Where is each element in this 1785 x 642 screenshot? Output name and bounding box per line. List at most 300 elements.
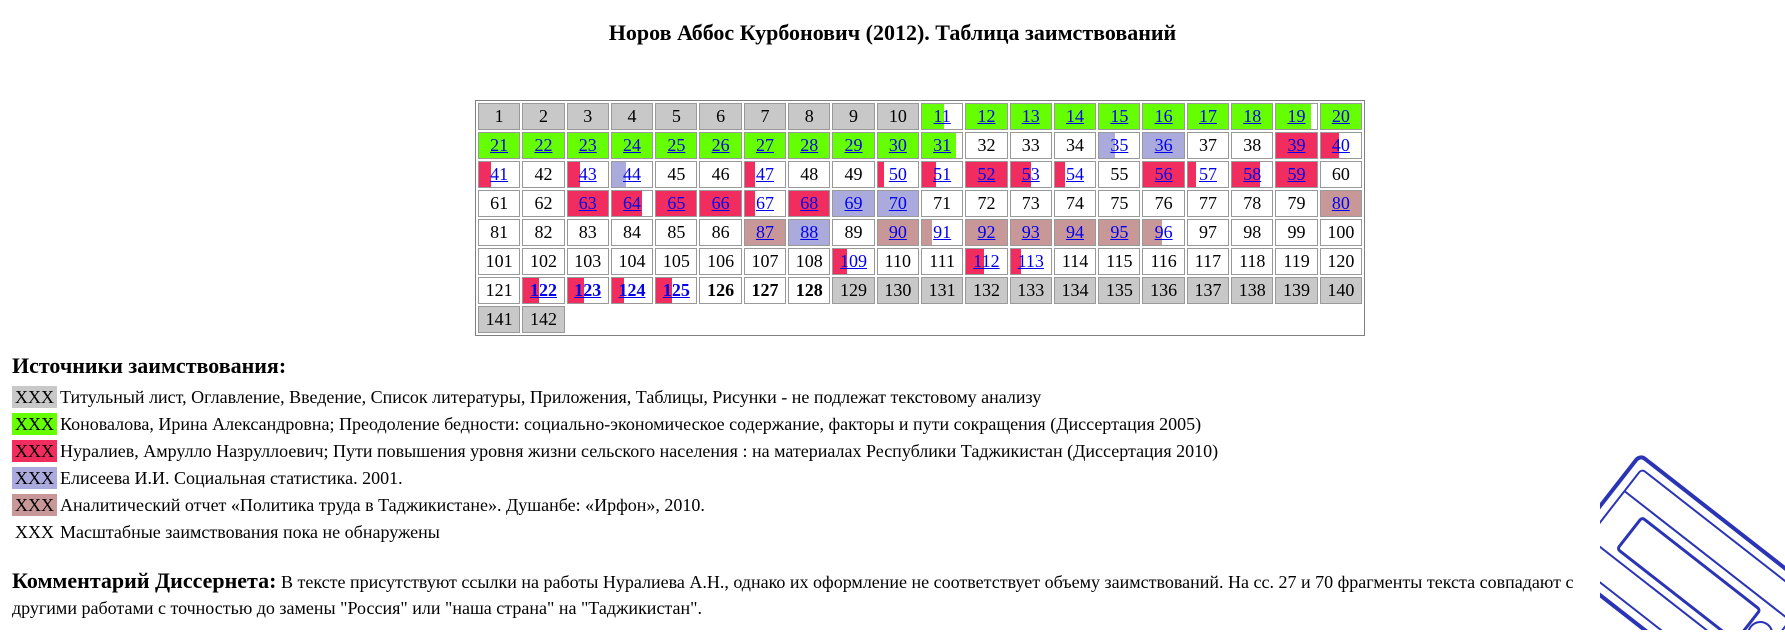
page-number: 10 <box>888 106 907 126</box>
page-cell-4 <box>611 103 653 130</box>
page-cell-17[interactable] <box>1187 103 1229 130</box>
page-cell-129 <box>832 277 874 304</box>
page-number: 74 <box>1066 193 1085 213</box>
page-cell-fill <box>922 220 932 245</box>
page-cell-27[interactable] <box>744 132 786 159</box>
page-cell-140 <box>1320 277 1362 304</box>
page-number[interactable]: 27 <box>755 135 774 155</box>
page-number: 141 <box>485 309 513 329</box>
page-cell-29[interactable] <box>832 132 874 159</box>
page-number: 62 <box>534 193 553 213</box>
page-number[interactable]: 88 <box>800 222 819 242</box>
page-number[interactable]: 44 <box>623 164 642 184</box>
page-number[interactable]: 11 <box>933 106 951 126</box>
page-number[interactable]: 22 <box>534 135 553 155</box>
page-cell-135 <box>1098 277 1140 304</box>
page-number: 84 <box>623 222 642 242</box>
page-number: 72 <box>977 193 996 213</box>
page-cell-70[interactable] <box>877 190 919 217</box>
page-cell-3 <box>567 103 609 130</box>
page-number: 85 <box>667 222 686 242</box>
page-cell-47[interactable] <box>744 161 786 188</box>
page-number[interactable]: 59 <box>1287 164 1306 184</box>
page-cell-10 <box>877 103 919 130</box>
comment-label: Комментарий Диссернета: <box>12 568 277 593</box>
page-cell-106 <box>699 248 741 275</box>
page-cell-87[interactable] <box>744 219 786 246</box>
legend-row <box>12 384 1218 411</box>
page-number[interactable]: 123 <box>574 280 602 300</box>
page-number: 121 <box>485 280 513 300</box>
page-number: 116 <box>1150 251 1177 271</box>
page-cell-132 <box>965 277 1007 304</box>
page-cell-64[interactable] <box>611 190 653 217</box>
page-number: 135 <box>1105 280 1133 300</box>
page-cell-52[interactable] <box>965 161 1007 188</box>
page-cell-35[interactable] <box>1098 132 1140 159</box>
page-number: 107 <box>751 251 779 271</box>
legend-swatch: XXX <box>12 413 57 435</box>
page-number: 79 <box>1287 193 1306 213</box>
page-cell-139 <box>1275 277 1317 304</box>
page-number[interactable]: 113 <box>1017 251 1044 271</box>
page-number[interactable]: 95 <box>1110 222 1129 242</box>
page-cell-77 <box>1187 190 1229 217</box>
page-number[interactable]: 125 <box>662 280 690 300</box>
page-number: 138 <box>1238 280 1266 300</box>
page-number[interactable]: 19 <box>1287 106 1306 126</box>
page-number[interactable]: 41 <box>490 164 509 184</box>
page-cell-53[interactable] <box>1010 161 1052 188</box>
page-cell-128 <box>788 277 830 304</box>
page-number: 77 <box>1198 193 1217 213</box>
page-number[interactable]: 64 <box>623 193 642 213</box>
page-number[interactable]: 17 <box>1198 106 1217 126</box>
page-number[interactable]: 67 <box>755 193 774 213</box>
page-number[interactable]: 40 <box>1331 135 1350 155</box>
page-number: 105 <box>662 251 690 271</box>
page-number: 60 <box>1331 164 1350 184</box>
page-cell-97 <box>1187 219 1229 246</box>
page-number[interactable]: 94 <box>1066 222 1085 242</box>
page-number[interactable]: 14 <box>1066 106 1085 126</box>
page-number[interactable]: 35 <box>1110 135 1129 155</box>
page-cell-120 <box>1320 248 1362 275</box>
page-cell-69[interactable] <box>832 190 874 217</box>
page-cell-108 <box>788 248 830 275</box>
page-number[interactable]: 28 <box>800 135 819 155</box>
page-grid <box>478 103 1362 333</box>
page-number: 119 <box>1283 251 1310 271</box>
page-number: 128 <box>795 280 823 300</box>
page-cell-40[interactable] <box>1320 132 1362 159</box>
page-number: 106 <box>707 251 735 271</box>
page-number: 55 <box>1110 164 1129 184</box>
page-cell-105 <box>655 248 697 275</box>
legend-text: Коновалова, Ирина Александровна; Преодоление бедности: социально-экономическое содержание, факторы и пути сокращения (Диссертация 2005) <box>60 414 1202 434</box>
page-cell-111 <box>921 248 963 275</box>
page-cell-46 <box>699 161 741 188</box>
page-cell-48 <box>788 161 830 188</box>
page-cell-30[interactable] <box>877 132 919 159</box>
page-number: 82 <box>534 222 553 242</box>
page-number: 83 <box>578 222 597 242</box>
page-cell-50[interactable] <box>877 161 919 188</box>
page-number: 120 <box>1327 251 1355 271</box>
page-cell-107 <box>744 248 786 275</box>
page-number[interactable]: 23 <box>578 135 597 155</box>
page-cell-82 <box>522 219 564 246</box>
page-cell-92[interactable] <box>965 219 1007 246</box>
page-cell-fill <box>568 162 580 187</box>
page-number: 49 <box>844 164 863 184</box>
page-number: 86 <box>711 222 730 242</box>
page-cell-fill <box>878 162 884 187</box>
page-number[interactable]: 26 <box>711 135 730 155</box>
page-cell-60 <box>1320 161 1362 188</box>
page-cell-28[interactable] <box>788 132 830 159</box>
sources-legend <box>12 384 1218 546</box>
page-cell-12[interactable] <box>965 103 1007 130</box>
page-number: 102 <box>529 251 557 271</box>
comment-text: В тексте присутствуют ссылки на работы Нуралиева А.Н., однако их оформление не соответствует объему заимствований. На сс. 27 и 70 фрагменты текста совпадают с другими работами с точностью до замены "Россия" или "наша страна" на "Таджикистан". <box>12 572 1574 618</box>
page-number: 133 <box>1017 280 1045 300</box>
page-number: 130 <box>884 280 912 300</box>
page-cell-104 <box>611 248 653 275</box>
page-cell-15[interactable] <box>1098 103 1140 130</box>
page-number: 32 <box>977 135 996 155</box>
page-number[interactable]: 109 <box>840 251 868 271</box>
page-cell-37 <box>1187 132 1229 159</box>
page-number: 61 <box>490 193 509 213</box>
page-cell-71 <box>921 190 963 217</box>
page-cell-63[interactable] <box>567 190 609 217</box>
legend-text: Масштабные заимствования пока не обнаружены <box>60 522 440 542</box>
page-number[interactable]: 13 <box>1021 106 1040 126</box>
page-number: 110 <box>884 251 911 271</box>
page-number[interactable]: 30 <box>888 135 907 155</box>
page-number: 81 <box>490 222 509 242</box>
page-cell-61 <box>478 190 520 217</box>
page-cell-86 <box>699 219 741 246</box>
page-number[interactable]: 53 <box>1021 164 1040 184</box>
page-number[interactable]: 96 <box>1154 222 1173 242</box>
page-number: 136 <box>1150 280 1178 300</box>
page-cell-113[interactable] <box>1010 248 1052 275</box>
page-cell-58[interactable] <box>1231 161 1273 188</box>
page-cell-96[interactable] <box>1142 219 1184 246</box>
page-cell-74 <box>1054 190 1096 217</box>
page-cell-42 <box>522 161 564 188</box>
page-cell-127 <box>744 277 786 304</box>
page-cell-110 <box>877 248 919 275</box>
page-number: 34 <box>1066 135 1085 155</box>
page-cell-112[interactable] <box>965 248 1007 275</box>
page-number[interactable]: 122 <box>529 280 557 300</box>
page-cell-101 <box>478 248 520 275</box>
page-number[interactable]: 91 <box>933 222 952 242</box>
page-number[interactable]: 87 <box>755 222 774 242</box>
page-cell-14[interactable] <box>1054 103 1096 130</box>
legend-row <box>12 438 1218 465</box>
page-cell-138 <box>1231 277 1273 304</box>
page-number[interactable]: 124 <box>618 280 646 300</box>
page-cell-18[interactable] <box>1231 103 1273 130</box>
page-number[interactable]: 12 <box>977 106 996 126</box>
page-cell-114 <box>1054 248 1096 275</box>
page-cell-75 <box>1098 190 1140 217</box>
page-cell-45 <box>655 161 697 188</box>
page-number: 6 <box>716 106 726 126</box>
page-number: 2 <box>538 106 548 126</box>
page-number[interactable]: 69 <box>844 193 863 213</box>
page-number[interactable]: 29 <box>844 135 863 155</box>
page-cell-55 <box>1098 161 1140 188</box>
legend-text: Елисеева И.И. Социальная статистика. 2001. <box>60 468 403 488</box>
page-cell-43[interactable] <box>567 161 609 188</box>
page-number[interactable]: 21 <box>490 135 509 155</box>
page-number: 78 <box>1243 193 1262 213</box>
page-cell-95[interactable] <box>1098 219 1140 246</box>
page-number: 118 <box>1239 251 1266 271</box>
page-number[interactable]: 112 <box>973 251 1000 271</box>
page-cell-22[interactable] <box>522 132 564 159</box>
page-cell-73 <box>1010 190 1052 217</box>
page-number: 9 <box>849 106 859 126</box>
page-cell-65[interactable] <box>655 190 697 217</box>
page-cell-84 <box>611 219 653 246</box>
page-cell-36[interactable] <box>1142 132 1184 159</box>
page-cell-109[interactable] <box>832 248 874 275</box>
page-cell-38 <box>1231 132 1273 159</box>
page-number: 131 <box>928 280 956 300</box>
page-number: 76 <box>1154 193 1173 213</box>
page-number: 108 <box>795 251 823 271</box>
page-number: 142 <box>529 309 557 329</box>
page-number[interactable]: 57 <box>1198 164 1217 184</box>
page-cell-141 <box>478 306 520 333</box>
page-cell-116 <box>1142 248 1184 275</box>
page-number[interactable]: 92 <box>977 222 996 242</box>
page-number[interactable]: 47 <box>755 164 774 184</box>
page-cell-124[interactable] <box>611 277 653 304</box>
page-number[interactable]: 50 <box>888 164 907 184</box>
page-cell-fill <box>745 191 755 216</box>
page-number: 99 <box>1287 222 1306 242</box>
page-number: 3 <box>583 106 593 126</box>
page-number: 89 <box>844 222 863 242</box>
page-cell-13[interactable] <box>1010 103 1052 130</box>
page-cell-117 <box>1187 248 1229 275</box>
page-number[interactable]: 93 <box>1021 222 1040 242</box>
page-number[interactable]: 54 <box>1066 164 1085 184</box>
page-cell-19[interactable] <box>1275 103 1317 130</box>
page-number: 103 <box>574 251 602 271</box>
page-number: 7 <box>760 106 770 126</box>
legend-text: Нуралиев, Амрулло Назруллоевич; Пути повышения уровня жизни сельского населения : на материалах Республики Таджикистан (Диссертация 2010) <box>60 441 1219 461</box>
page-cell-34 <box>1054 132 1096 159</box>
page-number: 46 <box>711 164 730 184</box>
page-cell-78 <box>1231 190 1273 217</box>
page-number[interactable]: 24 <box>623 135 642 155</box>
page-cell-121 <box>478 277 520 304</box>
page-cell-6 <box>699 103 741 130</box>
page-number[interactable]: 63 <box>578 193 597 213</box>
page-number: 111 <box>929 251 955 271</box>
page-number: 100 <box>1327 222 1355 242</box>
page-number[interactable]: 90 <box>888 222 907 242</box>
page-cell-142 <box>522 306 564 333</box>
page-cell-5 <box>655 103 697 130</box>
page-cell-fill <box>1055 162 1065 187</box>
page-cell-91[interactable] <box>921 219 963 246</box>
legend-row <box>12 519 1218 546</box>
page-cell-fill <box>745 162 755 187</box>
page-number[interactable]: 16 <box>1154 106 1173 126</box>
page-number: 139 <box>1283 280 1311 300</box>
page-cell-88[interactable] <box>788 219 830 246</box>
page-cell-93[interactable] <box>1010 219 1052 246</box>
page-cell-1 <box>478 103 520 130</box>
page-number[interactable]: 25 <box>667 135 686 155</box>
page-cell-33 <box>1010 132 1052 159</box>
page-cell-83 <box>567 219 609 246</box>
page-cell-99 <box>1275 219 1317 246</box>
page-number[interactable]: 66 <box>711 193 730 213</box>
page-cell-80[interactable] <box>1320 190 1362 217</box>
page-cell-72 <box>965 190 1007 217</box>
page-number[interactable]: 20 <box>1331 106 1350 126</box>
page-cell-51[interactable] <box>921 161 963 188</box>
page-number[interactable]: 68 <box>800 193 819 213</box>
dissernet-stamp-icon <box>1600 400 1785 630</box>
page-cell-20[interactable] <box>1320 103 1362 130</box>
page-cell-11[interactable] <box>921 103 963 130</box>
borrowings-table <box>475 100 1365 336</box>
page-number: 75 <box>1110 193 1129 213</box>
page-cell-90[interactable] <box>877 219 919 246</box>
page-cell-44[interactable] <box>611 161 653 188</box>
legend-swatch: XXX <box>12 440 57 462</box>
page-cell-133 <box>1010 277 1052 304</box>
page-number: 129 <box>840 280 868 300</box>
page-number: 45 <box>667 164 686 184</box>
page-cell-98 <box>1231 219 1273 246</box>
page-number: 5 <box>671 106 681 126</box>
page-number[interactable]: 51 <box>933 164 952 184</box>
page-cell-26[interactable] <box>699 132 741 159</box>
page-cell-23[interactable] <box>567 132 609 159</box>
legend-swatch: XXX <box>12 467 57 489</box>
legend-swatch: XXX <box>12 386 57 408</box>
page-number[interactable]: 58 <box>1243 164 1262 184</box>
page-cell-123[interactable] <box>567 277 609 304</box>
legend-text: Титульный лист, Оглавление, Введение, Список литературы, Приложения, Таблицы, Рисунки - не подлежат текстовому анализу <box>60 387 1042 407</box>
page-cell-130 <box>877 277 919 304</box>
page-cell-100 <box>1320 219 1362 246</box>
page-cell-68[interactable] <box>788 190 830 217</box>
legend-row <box>12 465 1218 492</box>
legend-swatch: XXX <box>12 521 57 543</box>
page-number: 117 <box>1194 251 1222 271</box>
page-title: Норов Аббос Курбонович (2012). Таблица заимствований <box>608 20 1177 45</box>
page-number: 33 <box>1021 135 1040 155</box>
page-number: 42 <box>534 164 553 184</box>
page-cell-21[interactable] <box>478 132 520 159</box>
page-cell-134 <box>1054 277 1096 304</box>
page-cell-39[interactable] <box>1275 132 1317 159</box>
page-cell-122[interactable] <box>522 277 564 304</box>
page-number[interactable]: 65 <box>667 193 686 213</box>
page-cell-25[interactable] <box>655 132 697 159</box>
page-number[interactable]: 52 <box>977 164 996 184</box>
page-cell-2 <box>522 103 564 130</box>
page-cell-94[interactable] <box>1054 219 1096 246</box>
page-number[interactable]: 39 <box>1287 135 1306 155</box>
page-cell-24[interactable] <box>611 132 653 159</box>
page-cell-119 <box>1275 248 1317 275</box>
page-cell-57[interactable] <box>1187 161 1229 188</box>
page-number: 4 <box>627 106 637 126</box>
page-number: 48 <box>800 164 819 184</box>
page-cell-137 <box>1187 277 1229 304</box>
page-cell-56[interactable] <box>1142 161 1184 188</box>
page-number: 126 <box>707 280 735 300</box>
page-number[interactable]: 43 <box>578 164 597 184</box>
page-cell-89 <box>832 219 874 246</box>
page-number[interactable]: 18 <box>1243 106 1262 126</box>
page-cell-49 <box>832 161 874 188</box>
page-number: 134 <box>1061 280 1089 300</box>
page-cell-54[interactable] <box>1054 161 1096 188</box>
page-number: 98 <box>1243 222 1262 242</box>
page-cell-8 <box>788 103 830 130</box>
legend-swatch: XXX <box>12 494 57 516</box>
page-cell-126 <box>699 277 741 304</box>
page-number[interactable]: 15 <box>1110 106 1129 126</box>
page-cell-79 <box>1275 190 1317 217</box>
page-cell-32 <box>965 132 1007 159</box>
page-number: 140 <box>1327 280 1355 300</box>
page-cell-67[interactable] <box>744 190 786 217</box>
page-cell-136 <box>1142 277 1184 304</box>
page-number: 137 <box>1194 280 1222 300</box>
page-number[interactable]: 56 <box>1154 164 1173 184</box>
page-number[interactable]: 36 <box>1154 135 1173 155</box>
page-cell-16[interactable] <box>1142 103 1184 130</box>
page-cell-125[interactable] <box>655 277 697 304</box>
page-number[interactable]: 31 <box>933 135 952 155</box>
page-number[interactable]: 70 <box>888 193 907 213</box>
page-number: 71 <box>933 193 952 213</box>
page-cell-85 <box>655 219 697 246</box>
page-number: 132 <box>972 280 1000 300</box>
page-number: 37 <box>1198 135 1217 155</box>
page-cell-7 <box>744 103 786 130</box>
page-number[interactable]: 80 <box>1331 193 1350 213</box>
page-number: 114 <box>1061 251 1089 271</box>
page-cell-66[interactable] <box>699 190 741 217</box>
page-number: 1 <box>494 106 504 126</box>
page-number: 38 <box>1243 135 1262 155</box>
page-cell-41[interactable] <box>478 161 520 188</box>
page-number: 115 <box>1106 251 1133 271</box>
page-cell-81 <box>478 219 520 246</box>
page-cell-31[interactable] <box>921 132 963 159</box>
page-cell-131 <box>921 277 963 304</box>
legend-row <box>12 411 1218 438</box>
page-cell-59[interactable] <box>1275 161 1317 188</box>
